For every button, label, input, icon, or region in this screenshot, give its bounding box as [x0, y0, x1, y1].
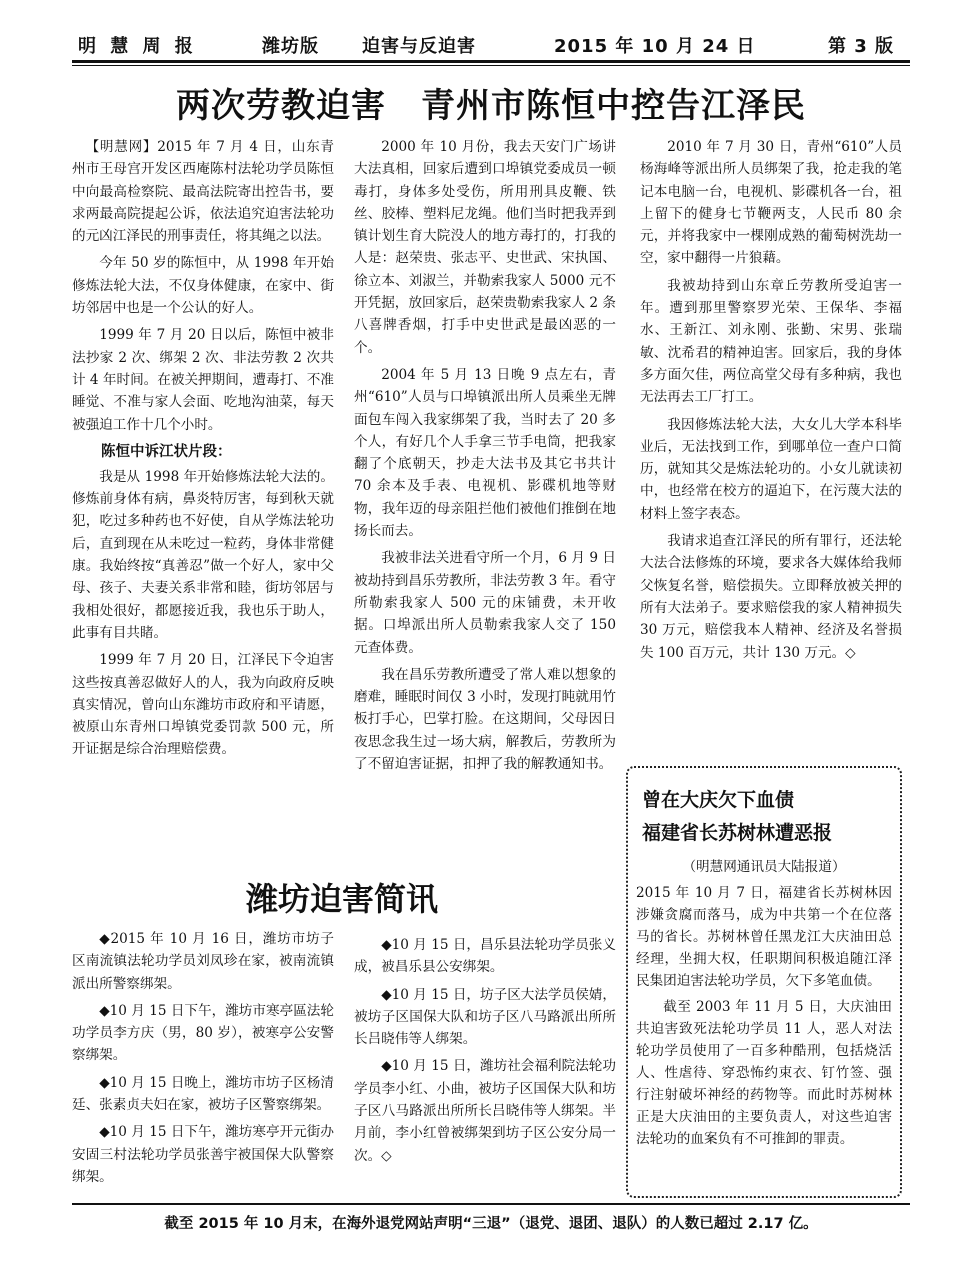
section-label: 迫害与反迫害 — [362, 36, 476, 57]
side-article-byline: （明慧网通讯员大陆报道） — [682, 859, 846, 875]
article-column-3 — [640, 136, 902, 669]
side-title-line-2: 福建省长苏树林遭恶报 — [642, 822, 833, 844]
briefs-column-right — [354, 934, 616, 1172]
brief-item: ◆2015 年 10 月 16 日，潍坊市坊子区南流镇法轮功学员刘凤珍在家，被南流镇派出所警察绑架。 — [72, 931, 334, 992]
side-title-line-1: 曾在大庆欠下血债 — [642, 789, 795, 811]
side-article-title — [642, 784, 892, 850]
article-subheading: 陈恒中诉江状片段： — [101, 443, 232, 460]
side-article-paragraph: 截至 2003 年 11 月 5 日，大庆油田共迫害致死法轮功学员 11 人，恶人对法轮功学员使用了一百多种酷刑，包括烧活人、性虐待、穿恐怖约束衣、钉竹签、强行注射破坏神经的药物等。而此时苏树林正是大庆油田的主要负责人，对这些迫害法轮功的血案负有不可推卸的罪责。 — [636, 999, 892, 1147]
brief-item: ◆10 月 15 日，坊子区大法学员侯婧，被坊子区国保大队和坊子区八马路派出所所长吕晓伟等人绑架。 — [354, 986, 616, 1048]
brief-item: ◆10 月 15 日晚上，潍坊市坊子区杨清廷、张素贞夫妇在家，被坊子区警察绑架。 — [72, 1074, 334, 1114]
footer-rule — [72, 1203, 910, 1205]
footer-notice: 截至 2015 年 10 月末，在海外退党网站声明“三退”（退党、退团、退队）的人数已超过 2.17 亿。 — [164, 1216, 818, 1232]
article-paragraph: 今年 50 岁的陈恒中，从 1998 年开始修炼法轮大法，不仅身体健康，在家中、街坊邻居中也是一个公认的好人。 — [72, 255, 334, 317]
article-column-2 — [354, 136, 616, 780]
article-paragraph: 2000 年 10 月份，我去天安门广场讲大法真相，回家后遭到口埠镇党委成员一顿毒打，身体多处受伤，所用刑具皮鞭、铁丝、胶棒、塑料尼龙绳。他们当时把我弄到镇计划生育大院没人的地方毒打的，打我的人是：赵荣贵、张志平、史世武、宋执国、徐立本、刘淑兰，并勒索我家人 5000 元不开凭据，放回家后，赵荣贵勒索我家人 2 条八喜牌香烟，打手中史世武是最凶恶的一个。 — [354, 139, 616, 356]
side-article-body — [636, 856, 892, 1154]
article-paragraph: 2010 年 7 月 30 日，青州“610”人员杨海峰等派出所人员绑架了我，抢走我的笔记本电脑一台，电视机、影碟机各一台，祖上留下的健身七节鞭两支，人民币 80 余元，并将我家中一棵刚成熟的葡萄树洗劫一空，家中翻得一片狼藉。 — [640, 139, 902, 267]
brief-item: ◆10 月 15 日下午，潍坊市寒亭區法轮功学员李方庆（男，80 岁），被寒亭公安警察绑架。 — [72, 1002, 334, 1064]
paper-name: 明 慧 周 报 — [78, 36, 197, 57]
page-number: 第 3 版 — [828, 36, 895, 57]
edition-label: 潍坊版 — [262, 36, 319, 57]
article-paragraph: 我因修炼法轮大法，大女儿大学本科毕业后，无法找到工作，到哪单位一查户口简历，就知其父是炼法轮功的。小女儿就读初中，也经常在校方的逼迫下，在污蔑大法的材料上签字表态。 — [640, 416, 902, 522]
masthead-rule — [72, 60, 910, 63]
article-paragraph: 我在昌乐劳教所遭受了常人难以想象的磨难，睡眠时间仅 3 小时，发现打盹就用竹板打手心，巴掌打脸。在这期间，父母因日夜思念我生过一场大病，解教后，劳教所为了不留迫害证据，扣押了我的解教通知书。 — [354, 666, 616, 773]
masthead — [72, 28, 910, 62]
article-paragraph: 我请求追查江泽民的所有罪行，还法轮大法合法修炼的环境，要求各大媒体给我师父恢复名誉，赔偿损失。立即释放被关押的所有大法弟子。要求赔偿我的家人精神损失 30 万元，赔偿我本人精神、经济及名誉损失 100 百万元，共计 130 万元。◇ — [640, 533, 902, 661]
article-paragraph: 我是从 1998 年开始修炼法轮大法的。修炼前身体有病，鼻炎特厉害，每到秋天就犯，吃过多种药也不好使，自从学炼法轮功后，直到现在从未吃过一粒药，身体非常健康。我始终按“真善忍”做一个好人，家中父母、孩子、夫妻关系非常和睦，街坊邻居与我相处很好，都愿接近我，我也乐于助人，此事有目共睹。 — [72, 468, 334, 641]
brief-item: ◆10 月 15 日，昌乐县法轮功学员张义成，被昌乐县公安绑架。 — [354, 937, 616, 976]
article-column-1 — [72, 136, 334, 766]
briefs-column-left — [72, 928, 334, 1193]
briefs-headline: 潍坊迫害简讯 — [245, 880, 438, 918]
article-paragraph: 1999 年 7 月 20 日以后，陈恒中被非法抄家 2 次、绑架 2 次、非法劳教 2 次共计 4 年时间。在被关押期间，遭毒打、不准睡觉、不准与家人会面、吃地沟油菜，每天被强迫工作十几个小时。 — [72, 327, 334, 433]
article-paragraph: 【明慧网】2015 年 7 月 4 日，山东青州市王母宫开发区西庵陈村法轮功学员陈恒中向最高检察院、最高法院寄出控告书，要求两最高院提起公诉，依法追究迫害法轮功的元凶江泽民的刑事责任，将其绳之以法。 — [72, 139, 334, 245]
masthead-rule-thin — [72, 65, 910, 66]
brief-item: ◆10 月 15 日下午，潍坊寒亭开元街办安固三村法轮功学员张善宇被国保大队警察绑架。 — [72, 1124, 334, 1185]
main-headline: 两次劳教迫害 青州市陈恒中控告江泽民 — [176, 86, 806, 126]
article-paragraph: 2004 年 5 月 13 日晚 9 点左右，青州“610”人员与口埠镇派出所人员乘坐无牌面包车闯入我家绑架了我，当时去了 20 多个人，有好几个人手拿三节手电筒，把我家翻了个底朝天，抄走大法书及其它书共计 70 余本及手表、电视机、影碟机地等财物，我年迈的母亲阻拦他们被他们推倒在地扬长而去。 — [354, 366, 616, 540]
article-paragraph: 1999 年 7 月 20 日，江泽民下令迫害这些按真善忍做好人的人，我为向政府反映真实情况，曾向山东潍坊市政府和平请愿，被原山东青州口埠镇党委罚款 500 元，所开证据是综合治理赔偿费。 — [72, 652, 334, 758]
side-article-paragraph: 2015 年 10 月 7 日，福建省长苏树林因涉嫌贪腐而落马，成为中共第一个在位落马的省长。苏树林曾任黑龙江大庆油田总经理，坐拥大权，任职期间积极追随江泽民集团迫害法轮功学员，欠下多笔血债。 — [636, 885, 892, 989]
brief-item: ◆10 月 15 日，潍坊社会福利院法轮功学员李小红、小曲，被坊子区国保大队和坊子区八马路派出所所长吕晓伟等人绑架。半月前，李小红曾被绑架到坊子区公安分局一次。◇ — [354, 1058, 616, 1164]
article-paragraph: 我被非法关进看守所一个月，6 月 9 日被劫持到昌乐劳教所，非法劳教 3 年。看守所勒索我家人 500 元的床铺费，未开收据。口埠派出所人员勒索我家人交了 150 元查体费。 — [354, 550, 616, 656]
side-article-box — [626, 766, 902, 1198]
issue-date: 2015 年 10 月 24 日 — [554, 36, 756, 57]
article-paragraph: 我被劫持到山东章丘劳教所受迫害一年。遭到那里警察罗光荣、王保华、李福水、王新江、刘永刚、张勤、宋男、张瑞敏、沈希君的精神迫害。回家后，我的身体多方面欠佳，两位高堂父母有多种病，我也无法再去工厂打工。 — [640, 277, 902, 406]
